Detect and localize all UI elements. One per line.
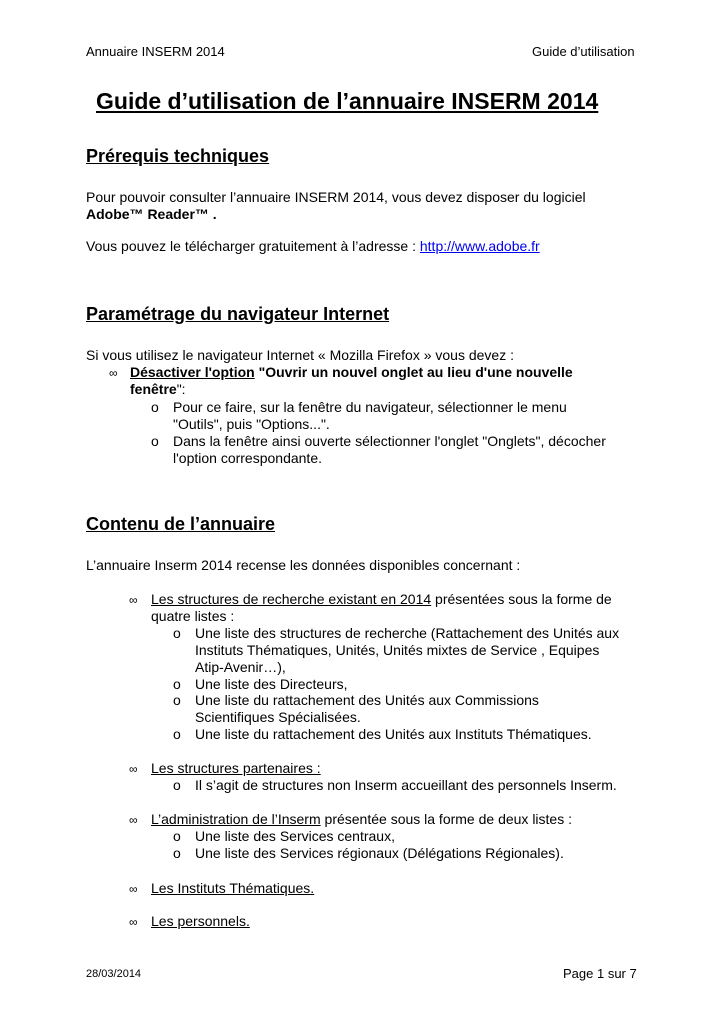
sub-bullet: o xyxy=(173,845,181,861)
contenu-b1-line1 xyxy=(151,591,612,608)
header-right: Guide d’utilisation xyxy=(532,44,635,59)
disable-option-link: Désactiver l'option xyxy=(130,364,255,380)
heading-contenu: Contenu de l’annuaire xyxy=(86,514,276,534)
infinity-bullet: ∞ xyxy=(129,813,138,827)
administration-rest: présentée sous la forme de deux listes : xyxy=(320,811,572,827)
footer-date: 28/03/2014 xyxy=(86,968,142,980)
param-item1-line1 xyxy=(130,364,573,381)
param-item1-line2 xyxy=(130,381,186,398)
contenu-b1-s3-l1: Une liste du rattachement des Unités aux Commissions xyxy=(195,692,539,708)
contenu-b1-s4: Une liste du rattachement des Unités aux Instituts Thématiques. xyxy=(195,726,592,742)
footer-page-number: Page 1 sur 7 xyxy=(563,966,637,981)
instituts-thematiques-link: Les Instituts Thématiques. xyxy=(151,880,315,896)
contenu-b3-s1: Une liste des Services centraux, xyxy=(195,828,395,844)
infinity-bullet: ∞ xyxy=(109,366,118,380)
param-sub1-line2: "Outils", puis "Options...". xyxy=(173,416,330,432)
page-title: Guide d’utilisation de l’annuaire INSERM 2014 xyxy=(96,88,599,114)
sub-bullet: o xyxy=(151,433,159,449)
param-sub2-line1: Dans la fenêtre ainsi ouverte sélectionner l'onglet "Onglets", décocher xyxy=(173,433,606,449)
sub-bullet: o xyxy=(151,399,159,415)
param-intro: Si vous utilisez le navigateur Internet « Mozilla Firefox » vous devez : xyxy=(86,347,514,363)
header-left: Annuaire INSERM 2014 xyxy=(86,44,225,59)
adobe-link[interactable]: http://www.adobe.fr xyxy=(419,238,540,254)
prerequis-paragraph-line2: Adobe™ Reader™ . xyxy=(86,206,217,222)
infinity-bullet: ∞ xyxy=(129,762,138,776)
infinity-bullet: ∞ xyxy=(129,593,138,607)
administration-link: L’administration de l’Inserm xyxy=(151,811,321,827)
infinity-bullet: ∞ xyxy=(129,915,138,929)
contenu-b2-s1: Il s’agit de structures non Inserm accueillant des personnels Inserm. xyxy=(195,777,617,793)
param-sub2-line2: l'option correspondante. xyxy=(173,450,322,466)
contenu-b1-line2: quatre listes : xyxy=(151,608,235,624)
personnels-link: Les personnels. xyxy=(151,913,250,929)
sub-bullet: o xyxy=(173,726,181,742)
contenu-b1-s2: Une liste des Directeurs, xyxy=(195,676,348,692)
heading-prerequis: Prérequis techniques xyxy=(86,146,270,166)
option-name-tail: ": xyxy=(176,381,186,397)
structures-recherche-rest: présentées sous la forme de xyxy=(431,591,612,607)
contenu-b1-s1-l1: Une liste des structures de recherche (Rattachement des Unités aux xyxy=(195,625,620,641)
infinity-bullet: ∞ xyxy=(129,882,138,896)
sub-bullet: o xyxy=(173,625,181,641)
prerequis-paragraph-line1: Pour pouvoir consulter l’annuaire INSERM 2014, vous devez disposer du logiciel xyxy=(86,189,586,205)
contenu-b1-s1-l2: Instituts Thématiques, Unités, Unités mixtes de Service , Equipes xyxy=(195,642,600,658)
structures-recherche-link: Les structures de recherche existant en 2014 xyxy=(151,591,432,607)
download-text: Vous pouvez le télécharger gratuitement à l’adresse : xyxy=(86,238,420,254)
download-paragraph xyxy=(86,238,540,255)
sub-bullet: o xyxy=(173,676,181,692)
option-name-part2: fenêtre xyxy=(130,381,177,397)
contenu-b1-s1-l3: Atip-Avenir…), xyxy=(195,659,286,675)
sub-bullet: o xyxy=(173,692,181,708)
option-name-part1: "Ouvrir un nouvel onglet au lieu d'une nouvelle xyxy=(254,364,573,380)
contenu-intro: L’annuaire Inserm 2014 recense les données disponibles concernant : xyxy=(86,557,521,573)
param-sub1-line1: Pour ce faire, sur la fenêtre du navigateur, sélectionner le menu xyxy=(173,399,567,415)
structures-partenaires-link: Les structures partenaires : xyxy=(151,760,321,776)
sub-bullet: o xyxy=(173,828,181,844)
contenu-b1-s3-l2: Scientifiques Spécialisées. xyxy=(195,709,361,725)
contenu-b3-s2: Une liste des Services régionaux (Délégations Régionales). xyxy=(195,845,564,861)
sub-bullet: o xyxy=(173,777,181,793)
heading-parametrage: Paramétrage du navigateur Internet xyxy=(86,304,390,324)
contenu-b3-line1 xyxy=(151,811,572,828)
